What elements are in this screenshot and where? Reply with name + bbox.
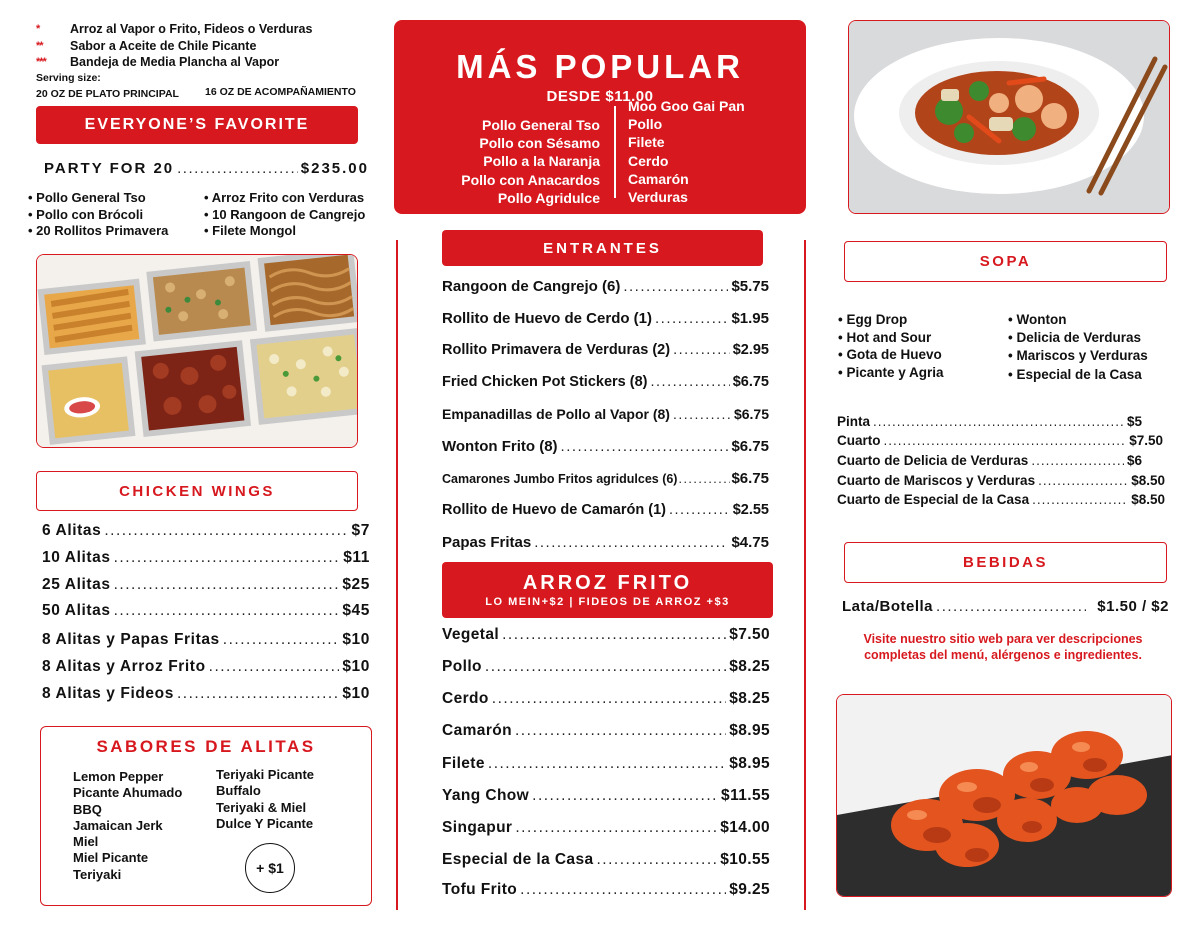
arroz-row-4: Camarón ..... $8.95 [442, 722, 770, 740]
arroz-row-6: Yang Chow ..... $11.55 [442, 787, 770, 805]
sopa-price-row-1: Pinta ..... $5 [837, 414, 1142, 429]
most-popular-left-list: Pollo General Tso Pollo con Sésamo Pollo a la Naranja Pollo con Anacardos Pollo Agridulce [461, 117, 600, 206]
entrantes-row-9: Papas Fritas ..... $4.75 [442, 534, 769, 551]
entrantes-row-1: Rangoon de Cangrejo (6) ..... $5.75 [442, 278, 769, 295]
column-divider-left [396, 240, 398, 910]
sopa-types-col2: • Wonton • Delicia de Verduras • Mariscos y Verduras • Especial de la Casa [1008, 311, 1148, 384]
most-popular-box [394, 20, 806, 214]
entrantes-row-6: Wonton Frito (8) ..... $6.75 [442, 438, 769, 455]
extra-charge-badge: + $1 [245, 843, 295, 893]
sopa-types-col1: • Egg Drop • Hot and Sour • Gota de Huevo • Picante y Agria [838, 311, 944, 382]
arroz-row-8: Especial de la Casa ..... $10.55 [442, 851, 770, 869]
entrantes-header: ENTRANTES [442, 230, 763, 266]
arroz-row-3: Cerdo ..... $8.25 [442, 690, 770, 708]
wings-row-3: 25 Alitas ..... $25 [42, 576, 370, 594]
entrantes-row-7: Camarones Jumbo Fritos agridulces (6) ..... $6.75 [442, 470, 769, 487]
most-popular-separator [614, 106, 616, 198]
arroz-row-2: Pollo ..... $8.25 [442, 658, 770, 676]
arroz-row-9: Tofu Frito ..... $9.25 [442, 881, 770, 899]
party-for-20-row: PARTY FOR 20 ..... $235.00 [44, 160, 369, 177]
serving-size-side: 16 OZ DE ACOMPAÑAMIENTO [205, 86, 356, 98]
chicken-wings-header: CHICKEN WINGS [36, 471, 358, 511]
wings-row-5: 8 Alitas y Papas Fritas ..... $10 [42, 631, 370, 649]
legend-row-1: * Arroz al Vapor o Frito, Fideos o Verduras [36, 22, 313, 36]
sopa-header: SOPA [844, 241, 1167, 282]
wing-flavors-col2: Teriyaki Picante Buffalo Teriyaki & Miel Dulce Y Picante [216, 767, 315, 831]
party-items-col2: • Arroz Frito con Verduras • 10 Rangoon de Cangrejo • Filete Mongol [204, 190, 365, 240]
party-trays-photo [36, 254, 358, 448]
sopa-price-row-2: Cuarto ..... $7.50 [837, 433, 1163, 448]
wing-flavors-title: SABORES DE ALITAS [96, 737, 316, 756]
everyone-favorite-header: EVERYONE’S FAVORITE [36, 106, 358, 144]
column-divider-right [804, 240, 806, 910]
sopa-price-row-3: Cuarto de Delicia de Verduras ..... $6 [837, 453, 1142, 468]
entrantes-row-8: Rollito de Huevo de Camarón (1) ..... $2.55 [442, 502, 769, 518]
wing-flavors-col1: Lemon Pepper Picante Ahumado BBQ Jamaican Jerk Miel Miel Picante Teriyaki [73, 769, 183, 882]
wings-row-6: 8 Alitas y Arroz Frito ..... $10 [42, 658, 370, 676]
legend-row-3: *** Bandeja de Media Plancha al Vapor [36, 55, 280, 69]
wing-flavors-box [40, 726, 372, 906]
serving-size-label: Serving size: [36, 72, 101, 84]
wings-row-4: 50 Alitas ..... $45 [42, 602, 370, 620]
arroz-frito-subtitle: LO MEIN+$2 | FIDEOS DE ARROZ +$3 [485, 596, 730, 608]
most-popular-title: MÁS POPULAR [456, 48, 744, 85]
bebidas-header: BEBIDAS [844, 542, 1167, 583]
serving-size-main: 20 OZ DE PLATO PRINCIPAL [36, 88, 179, 100]
sopa-price-row-5: Cuarto de Especial de la Casa ..... $8.50 [837, 492, 1165, 507]
most-popular-subtitle: DESDE $11.00 [546, 88, 654, 105]
arroz-frito-title: ARROZ FRITO [522, 572, 693, 594]
arroz-row-1: Vegetal ..... $7.50 [442, 626, 770, 644]
sopa-price-row-4: Cuarto de Mariscos y Verduras ..... $8.50 [837, 473, 1165, 488]
entrantes-row-3: Rollito Primavera de Verduras (2) ..... $2.95 [442, 342, 769, 358]
most-popular-right-list: Moo Goo Gai Pan Pollo Filete Cerdo Camarón Verduras [628, 98, 745, 206]
arroz-row-5: Filete ..... $8.95 [442, 755, 770, 773]
website-note: Visite nuestro sitio web para ver descripciones completas del menú, alérgenos e ingredientes. [863, 632, 1143, 662]
entrantes-row-2: Rollito de Huevo de Cerdo (1) ..... $1.95 [442, 310, 769, 327]
bebidas-row: Lata/Botella ..... $1.50 / $2 [842, 598, 1169, 615]
stir-fry-plate-photo [848, 20, 1170, 214]
party-items-col1: • Pollo General Tso • Pollo con Brócoli • 20 Rollitos Primavera [28, 190, 168, 240]
wings-row-7: 8 Alitas y Fideos ..... $10 [42, 685, 370, 703]
arroz-row-7: Singapur ..... $14.00 [442, 819, 770, 837]
arroz-frito-header [442, 562, 773, 618]
wings-row-2: 10 Alitas ..... $11 [42, 549, 370, 567]
wings-row-1: 6 Alitas ..... $7 [42, 522, 370, 540]
legend-row-2: ** Sabor a Aceite de Chile Picante [36, 39, 257, 53]
chicken-wings-photo [836, 694, 1172, 897]
entrantes-row-5: Empanadillas de Pollo al Vapor (8) ..... $6.75 [442, 406, 769, 422]
entrantes-row-4: Fried Chicken Pot Stickers (8) ..... $6.75 [442, 374, 769, 390]
